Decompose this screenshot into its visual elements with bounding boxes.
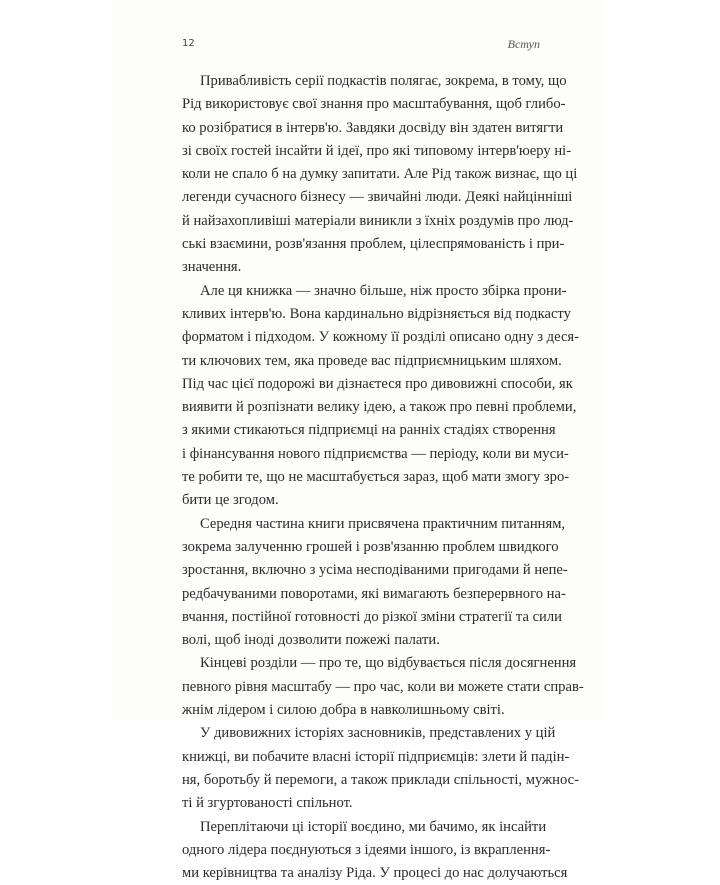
- text-line: зі своїх гостей інсайти й ідеї, про які типовому інтерв'юеру ні-: [182, 140, 540, 163]
- paragraph: [182, 513, 540, 653]
- paragraph: [182, 722, 540, 815]
- text-line: У дивовижних історіях засновників, представлених у цій: [182, 722, 540, 745]
- text-line: Привабливість серії подкастів полягає, зокрема, в тому, що: [182, 70, 540, 93]
- text-line: коли не спало б на думку запитати. Але Рід також визнає, що ці: [182, 163, 540, 186]
- text-line: виявити й розпізнати велику ідею, а також про певні проблеми,: [182, 396, 540, 419]
- paragraph: [182, 816, 540, 885]
- text-line: Рід використовує свої знання про масштабування, щоб глибо-: [182, 93, 540, 116]
- text-line: редбачуваними поворотами, які вимагають безперервного на-: [182, 583, 540, 606]
- text-line: зростання, включно з усіма несподіваними пригодами й непе-: [182, 559, 540, 582]
- text-line: ми керівництва та аналізу Ріда. У процесі до нас долучаються: [182, 862, 540, 885]
- text-line: зокрема залученню грошей і розв'язанню проблем швидкого: [182, 536, 540, 559]
- text-line: Кінцеві розділи — про те, що відбувається після досягнення: [182, 652, 540, 675]
- body-text: [182, 70, 540, 885]
- text-line: книжці, ви побачите власні історії підприємців: злети й падін-: [182, 746, 540, 769]
- text-line: волі, щоб іноді дозволити пожежі палати.: [182, 629, 540, 652]
- page-number: 12: [182, 38, 195, 49]
- paragraph: [182, 280, 540, 513]
- text-line: ські взаємини, розв'язання проблем, цілеспрямованість і при-: [182, 233, 540, 256]
- text-line: форматом і підходом. У кожному її розділі описано одну з деся-: [182, 326, 540, 349]
- text-line: жнім лідером і силою добра в навколишньому світі.: [182, 699, 540, 722]
- text-line: те робити те, що не масштабується зараз, щоб мати змогу зро-: [182, 466, 540, 489]
- text-line: легенди сучасного бізнесу — звичайні люди. Деякі найцінніші: [182, 186, 540, 209]
- text-line: вчання, постійної готовності до різкої зміни стратегії та сили: [182, 606, 540, 629]
- text-line: ко розібратися в інтерв'ю. Завдяки досвіду він здатен витягти: [182, 117, 540, 140]
- text-line: ня, боротьбу й перемоги, а також приклади спільності, мужнос-: [182, 769, 540, 792]
- text-line: Під час цієї подорожі ви дізнаєтеся про дивовижні способи, як: [182, 373, 540, 396]
- text-line: Але ця книжка — значно більше, ніж просто збірка прони-: [182, 280, 540, 303]
- section-title: Вступ: [508, 37, 540, 52]
- text-line: одного лідера поєднуються з ідеями іншого, із вкраплення-: [182, 839, 540, 862]
- paragraph: [182, 652, 540, 722]
- text-line: Переплітаючи ці історії воєдино, ми бачимо, як інсайти: [182, 816, 540, 839]
- text-line: і фінансування нового підприємства — періоду, коли ви муси-: [182, 443, 540, 466]
- running-head: [182, 38, 540, 54]
- text-line: кливих інтерв'ю. Вона кардинально відрізняється від подкасту: [182, 303, 540, 326]
- text-line: ті й згуртованості спільнот.: [182, 792, 540, 815]
- text-line: значення.: [182, 256, 540, 279]
- text-line: певного рівня масштабу — про час, коли ви можете стати справ-: [182, 676, 540, 699]
- text-line: бити це згодом.: [182, 489, 540, 512]
- text-line: Середня частина книги присвячена практичним питанням,: [182, 513, 540, 536]
- text-line: з якими стикаються підприємці на ранніх стадіях створення: [182, 419, 540, 442]
- paragraph: [182, 70, 540, 280]
- text-line: ти ключових тем, яка проведе вас підприємницьким шляхом.: [182, 350, 540, 373]
- text-line: й найзахопливіші матеріали виникли з їхніх роздумів про люд-: [182, 210, 540, 233]
